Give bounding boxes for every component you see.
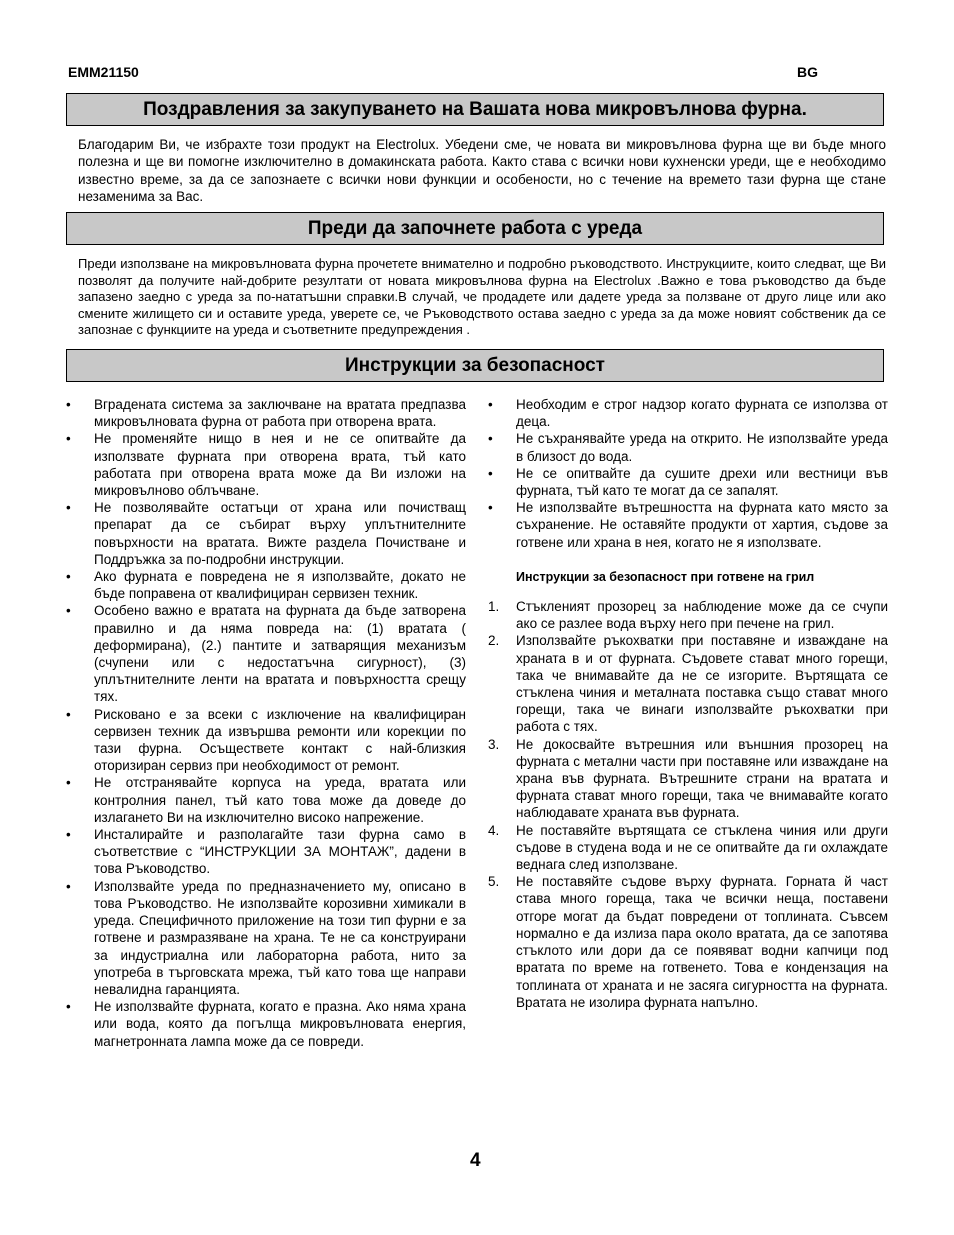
before-use-paragraph: Преди използване на микровълновата фурна прочетете внимателно и подробно ръководството. Инструкциите, които следват, ще Ви позволят да получите най-добрите резултати от новата микровълнова фурна на Electrolux .Важно е това ръководство да бъде запазено заедно с уреда за по-нататъшни справки.В случай, че продадете или дадете уреда за ползване от друго лице или ако смените жилището си и оставите уреда, уверете се, че Ръководството остава заедно с уреда за да може новият собственик да се запознае с функциите на уреда и съответните предупреждения . bbox=[78, 256, 886, 338]
numbered-item: 3. Не докосвайте вътрешния или външния прозорец на фурната с метални части при поставяне или изваждане на храна във фурната. Вътрешните страни на вратата и фурната стават много горещи, така че внимавайте когато наблюдавате храната във фурната. bbox=[488, 736, 888, 821]
language-code: BG bbox=[797, 64, 818, 80]
list-item: • Използвайте уреда по предназначението му, описано в това Ръководство. Не използвайте корозивни химикали в уреда. Специфичното приложение на този тип фурни е за готвене и размразяване на храна. Те не са конструирани за индустриална или лабораторна работа, нито за употреба в търговската мрежа, тъй като това ще направи невалидна гаранцията. bbox=[66, 878, 466, 997]
list-item: • Особено важно е вратата на фурната да бъде затворена правилно и да няма повреда на: (1) вратата ( деформирана), (2.) пантите и затварящия механизъм (счупени или с недостатъчна сигурност), (3) уплътнителните ленти на вратата и повърхността срещу тях. bbox=[66, 603, 466, 705]
list-item: • Инсталирайте и разполагайте тази фурна само в съответствие с “ИНСТРУКЦИИ ЗА МОНТАЖ”, дадени в това Ръководство. bbox=[66, 827, 466, 877]
list-item: • Не съхранявайте уреда на открито. Не използвайте уреда в близост до вода. bbox=[488, 431, 888, 464]
list-item: • Не отстранявайте корпуса на уреда, вратата или контролния панел, тъй като това може да доведе до излагането Ви на изключително високо напрежение. bbox=[66, 775, 466, 825]
model-number: EMM21150 bbox=[68, 64, 139, 80]
list-item: • Вградената система за заключване на вратата предпазва микровълновата фурна от работа при отворена врата. bbox=[66, 397, 466, 430]
list-item: • Рисковано е за всеки с изключение на квалифициран сервизен техник да извършва ремонти или корекции по тази фурна. Осъществете контакт с най-близкия оторизиран сервиз при необходимост от ремонт. bbox=[66, 706, 466, 774]
list-item: • Не се опитвайте да сушите дрехи или вестници във фурната, тъй като те могат да се запалят. bbox=[488, 465, 888, 499]
numbered-item: 5. Не поставяйте съдове върху фурната. Горната й част става много гореща, така че всички неща, поставени отгоре могат да бъдат повредени от топлината. Съвсем нормално е да излиза пара около вратата, да се запотява стъклото или дори да се появяват водни капчици под вратата по време на готвенето. Това е кондензация на топлината от храната и не засяга сигурността на фурната. Вратата не изолира фурната напълно. bbox=[488, 874, 888, 1010]
page-number: 4 bbox=[470, 1150, 481, 1171]
numbered-item: 1. Стъкленият прозорец за наблюдение може да се счупи ако се разлее вода върху него при печене на грил. bbox=[488, 599, 888, 632]
list-item: • Не използвайте фурната, когато е празна. Ако няма храна или вода, която да погълща микровълновата енергия, магнетронната лампа може да се повреди. bbox=[66, 999, 466, 1049]
numbered-item: 2. Използвайте ръкохватки при поставяне и изваждане на храната в и от фурната. Съдовете стават много горещи, така че внимавайте да не се изгорите. Въртящата се стъклена чиния и металната поставка също стават много горещи, така че винаги използвайте ръкохватки при работа с тях. bbox=[488, 633, 888, 735]
safety-left-column bbox=[66, 396, 466, 1050]
list-item: • Необходим е строг надзор когато фурната се използва от деца. bbox=[488, 397, 888, 430]
safety-heading: Инструкции за безопасност bbox=[66, 349, 884, 382]
safety-right-column bbox=[488, 396, 888, 1011]
list-item: • Не използвайте вътрешността на фурната като място за съхранение. Не оставяйте продукти от хартия, съдове за готвене или храна в нея, когато не я използвате. bbox=[488, 500, 888, 550]
list-item: • Не позволявайте остатъци от храна или почистващ препарат да се събират върху уплътнителните повърхности на вратата. Вижте раздела Почистване и Поддръжка за по-подробни инструкции. bbox=[66, 500, 466, 567]
grill-safety-subheading: Инструкции за безопасност при готвене на грил bbox=[516, 569, 815, 584]
before-use-heading: Преди да започнете работа с уреда bbox=[66, 212, 884, 245]
numbered-item: 4. Не поставяйте въртящата се стъклена чиния или други съдове в студена вода и не се опитвайте да ги охлаждате веднага след използване. bbox=[488, 822, 888, 873]
list-item: • Не променяйте нищо в нея и не се опитвайте да използвате фурната при отворена врата, тъй като работата при отворена врата може да Ви изложи на микровълново облъчване. bbox=[66, 431, 466, 499]
congrats-paragraph: Благодарим Ви, че избрахте този продукт на Electrolux. Убедени сме, че новата ви микровълнова фурна ще ви бъде много полезна и ще ви помогне изключително в домакинската работа. Както става с всички нови кухненски уреди, ще е необходимо известно време, за да се запознаете с всички нови функции и особености, но с течение на времето тази фурна ще стане незаменима за Вас. bbox=[78, 137, 886, 204]
congrats-heading: Поздравления за закупуването на Вашата нова микровълнова фурна. bbox=[66, 93, 884, 126]
list-item: • Ако фурната е повредена не я използвайте, докато не бъде поправена от квалифициран сервизен техник. bbox=[66, 569, 466, 602]
